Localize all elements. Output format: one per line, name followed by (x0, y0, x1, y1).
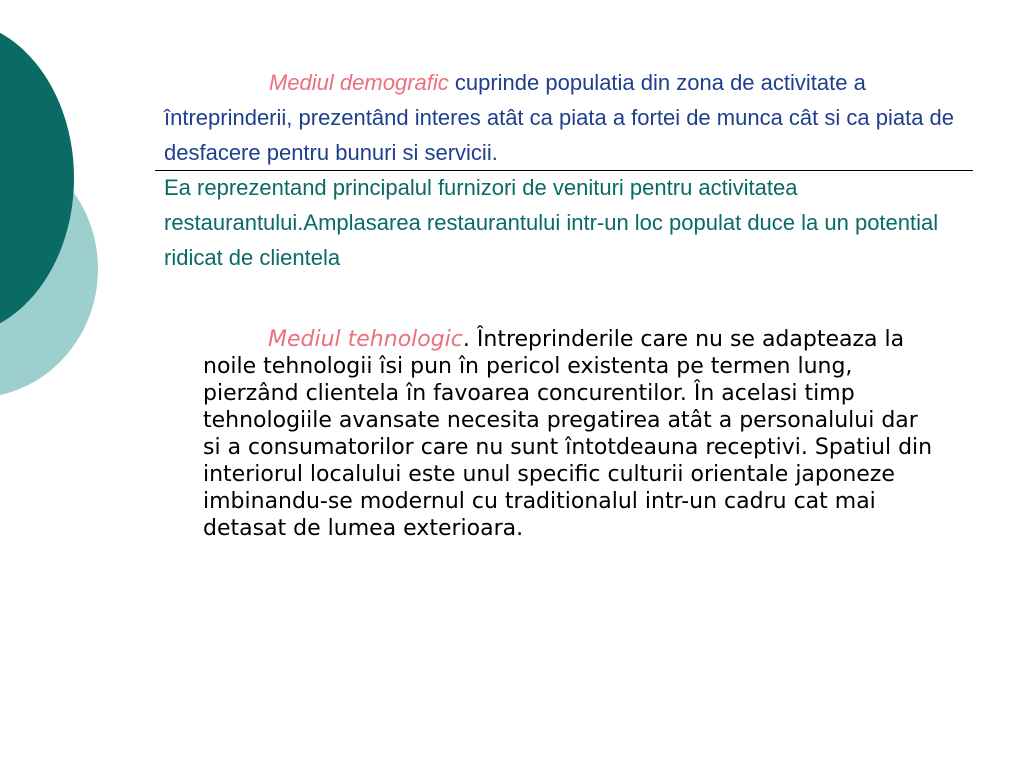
title-term: Mediul demografic (269, 70, 449, 95)
title-description: cuprinde populatia din zona de activitate a întreprinderii, prezentând interes atât ca piata a fortei de munca cât si ca piata de desfacere pentru bunuri si servicii. (164, 70, 955, 165)
title-divider (155, 170, 973, 171)
body-paragraph (203, 326, 938, 542)
title-continuation: Ea reprezentand principalul furnizori de venituri pentru activitatea restaurantului.Amplasarea restaurantului intr-un loc populat duce la un potential ridicat de clientela (164, 175, 939, 270)
body-term: Mediul tehnologic (268, 327, 463, 352)
body-text: . Întreprinderile care nu se adapteaza la noile tehnologii îsi pun în pericol existenta pe termen lung, pierzând clientela în favoarea concurentilor. În acelasi timp tehnologiile avansate necesita pregatirea atât a personalului dar si a consumatorilor care nu sunt întotdeauna receptivi. Spatiul din interiorul localului este unul specific culturii orientale japoneze imbinandu-se modernul cu traditionalul intr-un cadru cat mai detasat de lumea exterioara. (203, 327, 933, 541)
title-paragraph (164, 65, 984, 170)
